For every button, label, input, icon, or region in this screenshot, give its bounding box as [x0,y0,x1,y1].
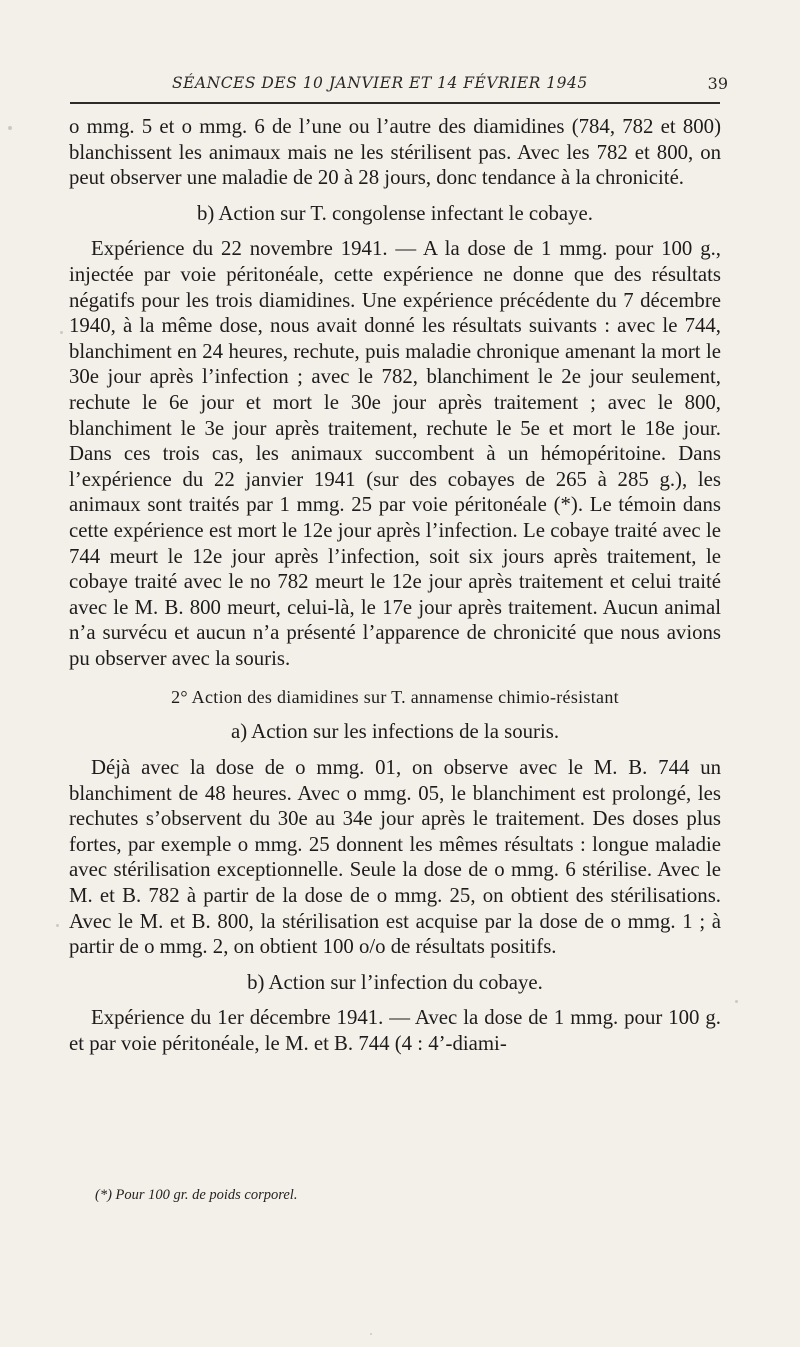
paper-speck [56,924,59,927]
paper-speck [370,1333,372,1335]
spacer [69,671,721,685]
paper-speck [8,126,12,130]
main-text [69,114,721,1057]
section-heading-2: 2° Action des diamidines sur T. annamense chimio-résistant [171,687,619,708]
footnote: (*) Pour 100 gr. de poids corporel. [95,1187,298,1203]
spacer [69,745,721,755]
header-title: SÉANCES DES 10 JANVIER ET 14 FÉVRIER 1945 [172,74,588,92]
spacer [69,995,721,1005]
spacer [69,191,721,201]
paper-speck [60,331,63,334]
header-rule [70,102,720,104]
spacer [69,960,721,970]
paragraph-souris-results: Déjà avec la dose de o mmg. 01, on observe avec le M. B. 744 un blanchiment de 48 heures. Avec o mmg. 05, le blanchiment est prolongé, les rechutes s’observent du 30e au 34e jour après le traitement. Des doses plus fortes, par exemple o mmg. 25 donnent les mêmes résultats : longue maladie avec stérilisation exceptionnelle. Seule la dose de o mmg. 6 stérilise. Avec le M. et B. 782 à partir de la dose de o mmg. 25, on obtient des stérilisations. Avec le M. et B. 800, la stérilisation est acquise par la dose de o mmg. 1 ; à partir de o mmg. 2, on obtient 100 o/o de résultats positifs. [69,756,721,959]
paper-speck [735,1000,738,1003]
paragraph-experience-decembre-1941: Expérience du 1er décembre 1941. — Avec la dose de 1 mmg. pour 100 g. et par voie péritonéale, le M. et B. 744 (4 : 4’-diami- [69,1006,721,1055]
subheading-b-cobaye: b) Action sur l’infection du cobaye. [247,970,543,994]
paragraph-experience-1941: Expérience du 22 novembre 1941. — A la dose de 1 mmg. pour 100 g., injectée par voie péritonéale, cette expérience ne donne que des résultats négatifs pour les trois diamidines. Une expérience précédente du 7 décembre 1940, à la même dose, nous avait donné les résultats suivants : avec le 744, blanchiment en 24 heures, rechute, puis maladie chronique amenant la mort le 30e jour après l’infection ; avec le 782, blanchiment le 2e jour seulement, rechute le 6e jour et mort le 30e jour après traitement ; avec le 800, blanchiment le 3e jour après traitement, rechute le 5e et mort le 18e jour. Dans ces trois cas, les animaux succombent à un hémopéritoine. Dans l’expérience du 22 janvier 1941 (sur des cobayes de 265 à 285 g.), les animaux sont traités par 1 mmg. 25 par voie péritonéale (*). Le témoin dans cette expérience est mort le 12e jour après l’infection. Le cobaye traité avec le 744 meurt le 12e jour après l’infection, soit six jours après traitement, le cobaye traité avec le no 782 meurt le 12e jour après traitement et celui traité avec le M. B. 800 meurt, celui-là, le 17e jour après traitement. Aucun animal n’a survécu et aucun n’a présenté l’apparence de chronicité que nous avions pu observer avec la souris. [69,237,721,670]
subheading-a-souris: a) Action sur les infections de la souris. [230,720,560,744]
paragraph-1: o mmg. 5 et o mmg. 6 de l’une ou l’autre des diamidines (784, 782 et 800) blanchissent les animaux mais ne les stérilisent pas. Avec les 782 et 800, on peut observer une maladie de 20 à 28 jours, donc tendance à la chronicité. [69,115,721,190]
running-header [70,74,728,98]
subheading-b-congolense: b) Action sur T. congolense infectant le cobaye. [197,201,593,225]
page-number: 39 [707,74,728,93]
spacer [69,709,721,719]
spacer [69,226,721,236]
